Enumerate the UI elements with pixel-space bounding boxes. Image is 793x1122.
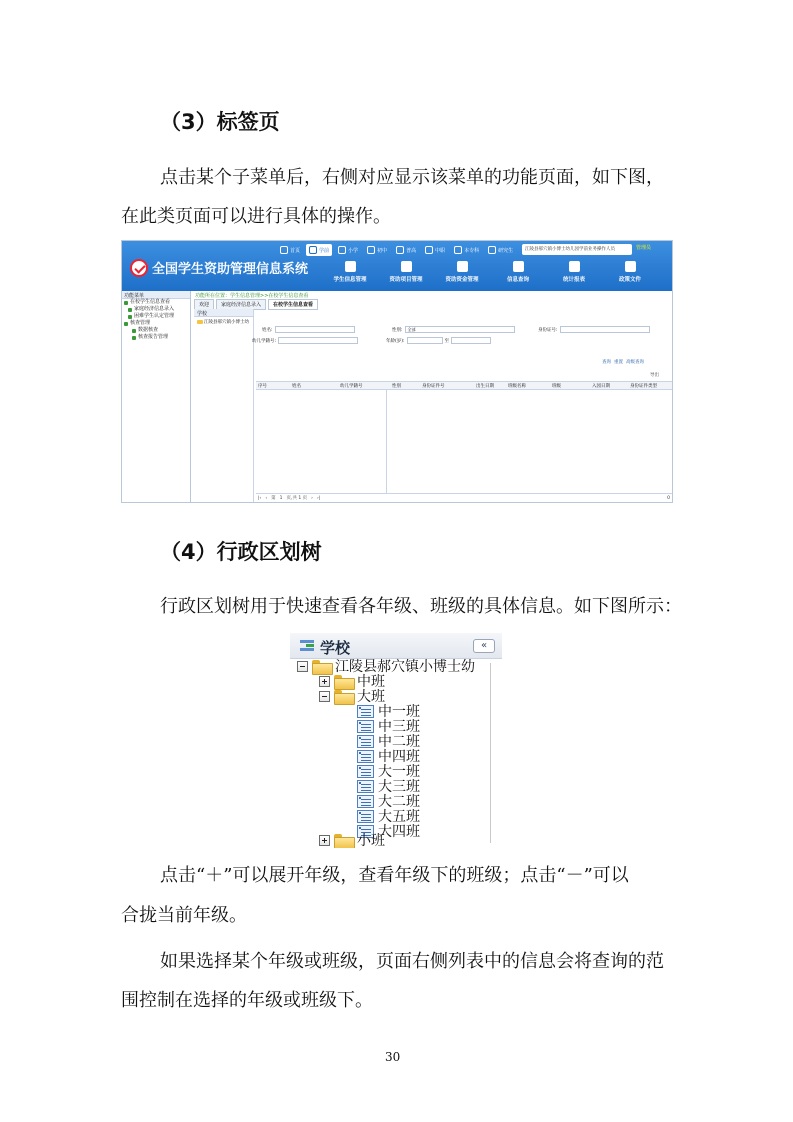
grid-col[interactable]: 性别 — [392, 384, 401, 389]
logo-icon — [130, 259, 148, 277]
briefcase-icon — [401, 261, 412, 272]
menu-dot-icon — [124, 301, 128, 305]
money-icon — [457, 261, 468, 272]
pager-next-icon[interactable]: › — [311, 495, 313, 501]
gender-select[interactable]: 全部 — [405, 326, 515, 333]
nav-item-senior[interactable]: 普高 — [393, 244, 419, 256]
class-icon — [357, 765, 374, 778]
tree-node-grade[interactable]: 大班 — [319, 688, 385, 704]
left-menu — [122, 291, 191, 503]
grid-col[interactable]: 班级名称 — [508, 384, 526, 389]
folder-icon — [334, 690, 353, 703]
plus-icon[interactable] — [319, 676, 330, 687]
section-heading-region-tree: （4）行政区划树 — [160, 540, 322, 564]
grid-col[interactable]: 身份证件号 — [422, 384, 445, 389]
folder-icon — [334, 675, 353, 688]
app-header — [122, 241, 673, 291]
paragraph-line: 点击“＋”可以展开年级，查看年级下的班级；点击“－”可以 — [160, 865, 629, 886]
vocational-icon — [425, 246, 433, 254]
menu-dot-icon — [124, 322, 128, 326]
search-icon — [513, 261, 524, 272]
tab-family-economy[interactable]: 家庭经济信息录入 — [216, 299, 266, 310]
pager-prev-icon[interactable]: ‹ — [265, 495, 268, 501]
paragraph-line: 在此类页面可以进行具体的操作。 — [121, 206, 391, 227]
tree-node-class[interactable]: 大四班 — [357, 823, 420, 839]
menu-dot-icon — [128, 315, 132, 319]
menu-item[interactable]: 核查管理 — [122, 320, 190, 327]
collapse-button[interactable]: « — [473, 639, 495, 653]
menu-dot-icon — [128, 308, 132, 312]
primary-icon — [338, 246, 346, 254]
grid-col[interactable]: 序号 — [258, 384, 267, 389]
pager-page-input[interactable]: 1 — [279, 495, 283, 501]
menu-dot-icon — [132, 329, 136, 333]
pager-first-icon[interactable]: |‹ — [258, 495, 262, 501]
pie-chart-icon — [569, 261, 580, 272]
tree-list-icon — [300, 640, 314, 652]
menu-item[interactable]: 数据核查 — [122, 327, 190, 334]
tree-node-root[interactable]: 江陵县郝穴镇小博士幼 — [297, 658, 475, 674]
tree-node-class[interactable]: 大五班 — [357, 808, 420, 824]
scrollbar[interactable] — [490, 663, 491, 843]
tree-node-class[interactable]: 中二班 — [357, 733, 420, 749]
export-button[interactable]: 导出 — [650, 373, 659, 378]
pager: |‹ ‹ 第 1 页,共 1 页 › ›| 0 — [256, 493, 672, 502]
tab-page-screenshot — [121, 240, 673, 503]
nav-item-preschool[interactable]: 学前 — [306, 244, 332, 256]
breadcrumb: 功能所在位置：学生信息管理>>在校学生信息查看 — [195, 293, 309, 299]
class-icon — [357, 735, 374, 748]
student-no-input[interactable] — [278, 337, 358, 344]
grid-col[interactable]: 身份证件类型 — [630, 384, 657, 389]
tab-welcome[interactable]: 欢迎 — [194, 299, 214, 310]
plus-icon[interactable] — [319, 835, 330, 846]
module-query[interactable]: 信息查询 — [495, 261, 541, 283]
age-to-input[interactable] — [451, 337, 491, 344]
gender-row: 性别: 全部 — [392, 326, 515, 333]
nav-item-vocational[interactable]: 中职 — [422, 244, 448, 256]
grid-header — [256, 382, 672, 390]
module-aid-project[interactable]: 资助项目管理 — [383, 261, 429, 283]
app-title: 全国学生资助管理信息系统 — [152, 262, 309, 277]
tree-title: 学校 — [320, 639, 351, 657]
tree-title: 学校 — [194, 309, 253, 317]
id-row: 身份证号: — [538, 326, 650, 333]
tree-node-class[interactable]: 中一班 — [357, 703, 420, 719]
student-grid — [256, 381, 672, 493]
tree-node-grade[interactable]: 小班 — [319, 832, 385, 848]
page-number: 30 — [385, 1050, 401, 1064]
class-icon — [357, 780, 374, 793]
age-row: 年龄(岁): 至 — [386, 337, 491, 344]
module-policy[interactable]: 政策文件 — [607, 261, 653, 283]
left-menu-title: 功能菜单 — [122, 291, 190, 299]
graduate-icon — [488, 246, 496, 254]
grid-col[interactable]: 入园日期 — [592, 384, 610, 389]
reset-button[interactable]: 重置 — [614, 360, 623, 365]
name-input[interactable] — [275, 326, 355, 333]
top-nav — [277, 244, 516, 256]
nav-item-primary[interactable]: 小学 — [335, 244, 361, 256]
age-from-input[interactable] — [407, 337, 443, 344]
grid-col[interactable]: 姓名 — [292, 384, 301, 389]
folder-icon — [312, 660, 331, 673]
menu-item[interactable]: 家庭经济信息录入 — [122, 306, 190, 313]
region-tree-screenshot — [290, 633, 502, 848]
pager-count: 0 — [667, 495, 670, 501]
folder-icon — [334, 834, 353, 847]
grid-divider — [386, 390, 387, 494]
document-icon — [625, 261, 636, 272]
paragraph-line: 如果选择某个年级或班级，页面右侧列表中的信息会将查询的范 — [160, 951, 664, 972]
id-input[interactable] — [560, 326, 650, 333]
user-label[interactable]: 管理员 — [636, 245, 652, 251]
tree-node-class[interactable]: 中四班 — [357, 748, 420, 764]
module-aid-fund[interactable]: 资助资金管理 — [439, 261, 485, 283]
module-report[interactable]: 统计报表 — [551, 261, 597, 283]
app-logo — [130, 258, 308, 277]
paragraph-line: 围控制在选择的年级或班级下。 — [121, 990, 373, 1011]
class-icon — [357, 720, 374, 733]
menu-dot-icon — [132, 336, 136, 340]
menu-item[interactable]: 核查报告管理 — [122, 334, 190, 341]
tab-student-view[interactable]: 在校学生信息查看 — [268, 299, 318, 310]
grid-col[interactable]: 班级 — [552, 384, 561, 389]
nav-item-graduate[interactable]: 研究生 — [485, 244, 516, 256]
tree-node-class[interactable]: 大二班 — [357, 793, 420, 809]
module-bar — [327, 261, 653, 283]
college-icon — [454, 246, 462, 254]
folder-icon — [197, 320, 203, 324]
school-select[interactable]: 江陵县郝穴镇小博士幼儿园学前业务操作人员 — [522, 244, 632, 255]
paragraph-line: 行政区划树用于快速查看各年级、班级的具体信息。如下图所示： — [160, 596, 682, 617]
minus-icon[interactable] — [319, 691, 330, 702]
grid-col[interactable]: 出生日期 — [476, 384, 494, 389]
module-student-info[interactable]: 学生信息管理 — [327, 261, 373, 283]
tree-node[interactable]: 江陵县郝穴镇小博士幼 — [194, 317, 253, 327]
junior-icon — [367, 246, 375, 254]
tree-node-grade[interactable]: 中班 — [319, 673, 385, 689]
school-tree-panel — [194, 309, 254, 503]
class-icon — [357, 705, 374, 718]
preschool-icon — [309, 246, 317, 254]
tree-node-class[interactable]: 中三班 — [357, 718, 420, 734]
section-heading-tabs: （3）标签页 — [160, 110, 280, 134]
nav-item-college[interactable]: 本专科 — [451, 244, 482, 256]
nav-item-home[interactable]: 首页 — [277, 244, 303, 256]
menu-item[interactable]: 困难学生认定管理 — [122, 313, 190, 320]
advanced-query-button[interactable]: 高级查询 — [626, 360, 644, 365]
action-buttons — [602, 359, 644, 365]
pager-last-icon[interactable]: ›| — [316, 495, 321, 501]
menu-item[interactable]: 在校学生信息查看 — [122, 299, 190, 306]
nav-item-junior[interactable]: 初中 — [364, 244, 390, 256]
tree-node-class[interactable]: 大三班 — [357, 778, 420, 794]
student-no-row: 幼儿学籍号: — [252, 337, 358, 344]
query-button[interactable]: 查询 — [602, 360, 611, 365]
paragraph-line: 合拢当前年级。 — [121, 905, 247, 926]
minus-icon[interactable] — [297, 661, 308, 672]
home-icon — [280, 246, 288, 254]
paragraph-line: 点击某个子菜单后，右侧对应显示该菜单的功能页面，如下图， — [160, 167, 664, 188]
class-icon — [357, 795, 374, 808]
name-row: 姓名: — [262, 326, 355, 333]
students-icon — [345, 261, 356, 272]
class-icon — [357, 750, 374, 763]
senior-icon — [396, 246, 404, 254]
grid-col[interactable]: 幼儿学籍号 — [340, 384, 363, 389]
class-icon — [357, 810, 374, 823]
tree-node-class[interactable]: 大一班 — [357, 763, 420, 779]
